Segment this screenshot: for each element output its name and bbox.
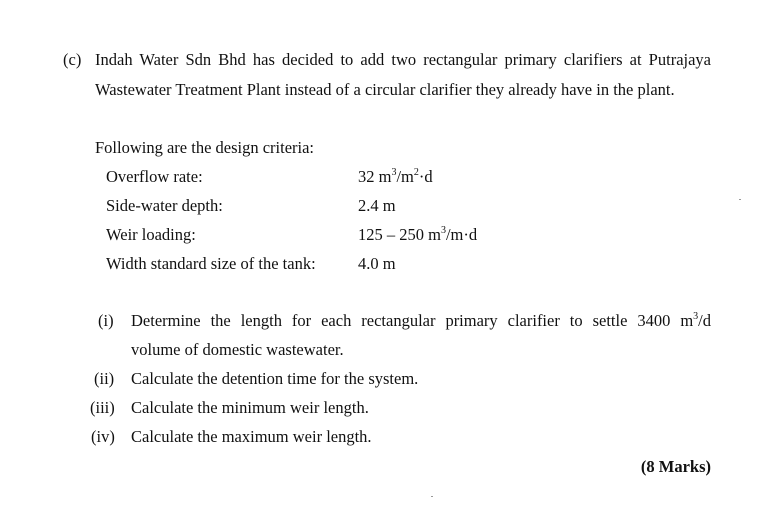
question-line-1: Indah Water Sdn Bhd has decided to add two rectangular primary clarifiers at Putrajaya	[95, 50, 711, 69]
part-iv-number: (iv)	[91, 427, 115, 446]
scan-speck	[739, 199, 741, 200]
part-ii-text: Calculate the detention time for the system.	[131, 369, 419, 388]
criteria-label-weir: Weir loading:	[106, 225, 196, 244]
criteria-value-width: 4.0 m	[358, 254, 396, 273]
criteria-value-weir: 125 – 250 $m^3/m\cdot d$	[358, 224, 478, 244]
part-ii-number: (ii)	[94, 369, 115, 388]
part-i-line-2: volume of domestic wastewater.	[131, 340, 344, 359]
criteria-label-width: Width standard size of the tank:	[106, 254, 316, 273]
part-iii-text: Calculate the minimum weir length.	[131, 398, 369, 417]
part-i-number: (i)	[98, 311, 114, 330]
part-iv-text: Calculate the maximum weir length.	[131, 427, 372, 446]
question-label: (c)	[63, 50, 82, 69]
criteria-value-depth: 2.4 m	[358, 196, 396, 215]
scan-speck	[431, 496, 433, 497]
criteria-value-overflow: 32 $m^3/m^2\cdot d$	[358, 166, 433, 186]
question-line-2: Wastewater Treatment Plant instead of a circular clarifier they already have in the plant.	[95, 80, 675, 99]
part-i-line-1: Determine the length for each rectangular primary clarifier to settle 3400 $m^3/d$	[131, 311, 711, 330]
criteria-heading: Following are the design criteria:	[95, 138, 315, 157]
criteria-label-depth: Side-water depth:	[106, 196, 223, 215]
criteria-label-overflow: Overflow rate:	[106, 167, 203, 186]
marks-label: (8 Marks)	[640, 457, 711, 476]
part-iii-number: (iii)	[90, 398, 115, 417]
